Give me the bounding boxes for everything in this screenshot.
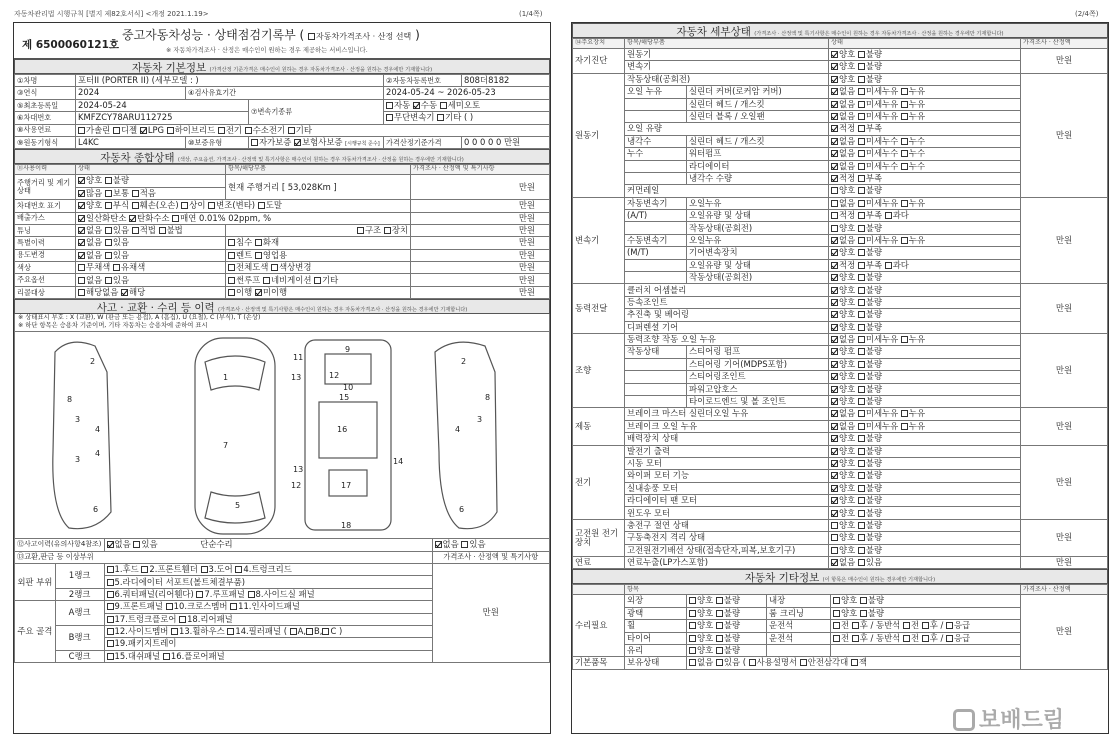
checkbox[interactable] [851, 659, 858, 666]
summary-table: ⑪사용이력 상태 항목/해당부품 가격조사 · 산정액 및 특기사항 주행거리 및 계기상태 양호 불량 현재 주행거리 [ 53,028Km ] 만원 많음 보통 적음 차대번호 표기 양호 부식 훼손(오손) 상이 변조(변타) 도말 만원 배출가스 일산화탄소 탄화수소 매연 0.01% 02ppm, % 만원 튜닝 없음 있음 적법 불법 구조 장치 만원 특별이력 없음 있음 침수 화재 만원 용도변경 없음 있음 렌트 영업용 만원 색상 무채색 유채색 전체도색 색상변경 만원 주요옵션 없음 있음 썬루프 네비게이션 기타 만원 리콜대상 해당없음 해당 이행 미이행 만원 [14, 164, 550, 299]
checkbox[interactable] [901, 138, 908, 145]
checkbox[interactable] [858, 249, 865, 256]
detail-row: 브레이크 오일 누유 없음 미세누유 누유 [573, 420, 1108, 432]
checkbox[interactable] [858, 373, 865, 380]
detail-row: 시동 모터 양호 불량 [573, 457, 1108, 469]
checkbox[interactable] [831, 249, 838, 256]
checkbox[interactable] [903, 635, 910, 642]
dnum-17: 17 [341, 481, 352, 491]
checkbox[interactable] [716, 622, 723, 629]
checkbox[interactable] [831, 212, 838, 219]
checkbox[interactable] [858, 225, 865, 232]
dnum-15: 15 [339, 393, 350, 403]
detail-row: 변속기 자동변속기 오일누유 없음 미세누유 누유 만원 [573, 197, 1108, 209]
detail-row: 스티어링조인트 양호 불량 [573, 371, 1108, 383]
dnum-3r: 3 [477, 415, 483, 425]
checkbox[interactable] [901, 237, 908, 244]
dnum-12b: 12 [291, 481, 302, 491]
checkbox[interactable] [858, 534, 865, 541]
header-left: 자동차관리법 시행규칙 [별지 제82호서식] <개정 2021.1.19> [14, 10, 209, 18]
checkbox[interactable] [831, 299, 838, 306]
basic-info-section: 자동차 기본정보 (가격산정 기준가격은 매수인이 원하는 경우 자동차가격조사 · 산정을 원하는 경우에만 기재합니다) [14, 59, 550, 74]
dnum-5: 5 [235, 501, 241, 511]
car-left-side [53, 342, 111, 529]
checkbox[interactable] [831, 510, 838, 517]
checkbox[interactable] [858, 287, 865, 294]
detail-row: 원동기 작동상태(공회전) 양호 불량 만원 [573, 73, 1108, 85]
checkbox[interactable] [922, 622, 929, 629]
detail-row: 동력전달 클러치 어셈블리 양호 불량 만원 [573, 284, 1108, 296]
doc-number: 제 6500060121호 [22, 39, 120, 51]
detail-row: 작동상태(공회전) 양호 불량 [573, 222, 1108, 234]
accident-table: ⑫사고이력(유의사항4참조) 없음 있음 단순수리 없음 있음 ⑬교환,판금 등 이상부위 가격조사 · 산정액 및 특기사항 외판 부위 1랭크 1.후드 2.프론트휀더 3.도어 4.트렁크리드 만원 5.라디에이터 서포트(볼트체결부품) 2랭크 6.쿼터패널(리어휀다) 7.루프패널 8.사이드실 패널 주요 골격 A랭크 9.프론트패널 10.크로스멤버 11.인사이드패널 17.트렁크플로어 18.리어패널 B랭크 12.사이드멤버 13.휠하우스 14.필러패널 ( A, B, C ) 19.패키지트레이 C랭크 15.대쉬패널 16.플로어패널 [14, 538, 550, 663]
checkbox[interactable] [749, 659, 756, 666]
checkbox[interactable] [831, 237, 838, 244]
detail-row: 냉각수 수량 적정 부족 [573, 172, 1108, 184]
checkbox[interactable] [831, 76, 838, 83]
checkbox[interactable] [831, 138, 838, 145]
checkbox[interactable] [716, 610, 723, 617]
doc-subnote: ※ 자동차가격조사 · 산정은 매수인이 원하는 경우 제공하는 서비스입니다. [166, 47, 368, 54]
checkbox[interactable] [858, 448, 865, 455]
dnum-7: 7 [223, 441, 229, 451]
checkbox[interactable] [831, 386, 838, 393]
other-row: 광택 양호 불량 룸 크리닝 양호 불량 [573, 607, 1108, 619]
checkbox[interactable] [800, 659, 807, 666]
checkbox[interactable] [831, 361, 838, 368]
checkbox[interactable] [860, 610, 867, 617]
dnum-3l2: 3 [75, 455, 81, 465]
checkbox[interactable] [858, 522, 865, 529]
dnum-6l: 6 [93, 505, 99, 515]
checkbox[interactable] [833, 597, 840, 604]
checkbox[interactable] [689, 622, 696, 629]
checkbox[interactable] [831, 534, 838, 541]
checkbox[interactable] [858, 274, 865, 281]
checkbox[interactable] [689, 659, 696, 666]
checkbox[interactable] [831, 163, 838, 170]
checkbox[interactable] [831, 472, 838, 479]
checkbox[interactable] [903, 622, 910, 629]
checkbox[interactable] [831, 410, 838, 417]
checkbox[interactable] [831, 398, 838, 405]
checkbox[interactable] [901, 150, 908, 157]
other-row: 타이어 양호 불량 운전석 전 후 / 동반석 전 후 / 응급 [573, 632, 1108, 644]
checkbox[interactable] [716, 635, 723, 642]
checkbox[interactable] [831, 187, 838, 194]
checkbox[interactable] [885, 262, 892, 269]
checkbox[interactable] [858, 63, 865, 70]
car-diagram-svg [15, 332, 551, 538]
detail-row: 고전원전기배선 상태(접속단자,피복,보호기구) 양호 불량 [573, 544, 1108, 556]
checkbox[interactable] [901, 200, 908, 207]
detail-row: 조향 동력조향 작동 오일 누유 없음 미세누유 누유 만원 [573, 333, 1108, 345]
checkbox[interactable] [858, 510, 865, 517]
checkbox[interactable] [901, 410, 908, 417]
checkbox[interactable] [858, 125, 865, 132]
checkbox[interactable] [831, 460, 838, 467]
checkbox[interactable] [833, 622, 840, 629]
accident-legend: ※ 상태표시 부호 : X (교환), W (판금 또는 용접), A (흠집), U (요철), C (부식), T (손상) ※ 하단 항목은 승용차 기준이며, 기타 자동차는 승용차에 준하여 표시 [14, 314, 550, 332]
checkbox[interactable] [858, 497, 865, 504]
checkbox[interactable] [831, 423, 838, 430]
checkbox[interactable] [716, 659, 723, 666]
checkbox[interactable] [831, 51, 838, 58]
checkbox[interactable] [858, 138, 865, 145]
checkbox[interactable] [831, 348, 838, 355]
checkbox[interactable] [831, 262, 838, 269]
detail-row: 추진축 및 베어링 양호 불량 [573, 309, 1108, 321]
detail-row: 스티어링 기어(MDPS포함) 양호 불량 [573, 358, 1108, 370]
detail-section: 자동차 세부상태 (가격조사 · 산정액 및 특기사항은 매수인이 원하는 경우 자동차가격조사 · 산정을 원하는 경우에만 기재합니다) [572, 23, 1108, 38]
basic-info-table: ①차명 포터II (PORTER II) (세부모델 : ) ②자동차등록번호 808더8182 ③연식 2024 ④검사유효기간 2024-05-24 ~ 2026-05-23 ⑤최초등록일 2024-05-24 ⑦변속기종류 자동 수동 세미오토 ⑥차대번호 KMFZCY78ARU112725 무단변속기 기타 ( ) ⑧사용연료 가솔린 디젤 LPG 하이브리드 전기 수소전기 기타 ⑨원동기형식 L4KC ⑩보증유형 자가보증 보험사보증 [시행규칙 준수] 가격산정기준가격 0 0 0 0 0 만원 [14, 74, 550, 149]
checkbox[interactable] [689, 610, 696, 617]
detail-row: 실린더 블록 / 오일팬 없음 미세누유 누유 [573, 110, 1108, 122]
dnum-16: 16 [337, 425, 348, 435]
checkbox[interactable] [946, 622, 953, 629]
detail-row: 전기 발전기 출력 양호 불량 만원 [573, 445, 1108, 457]
detail-row: 고전원 전기장치 충전구 절연 상태 양호 불량 만원 [573, 519, 1108, 531]
checkbox[interactable] [858, 262, 865, 269]
dnum-6r: 6 [459, 505, 465, 515]
checkbox[interactable] [858, 324, 865, 331]
dnum-14: 14 [393, 457, 404, 467]
other-row: 휠 양호 불량 운전석 전 후 / 동반석 전 후 / 응급 [573, 620, 1108, 632]
checkbox[interactable] [858, 336, 865, 343]
detail-row: 등속조인트 양호 불량 [573, 296, 1108, 308]
detail-row: 제동 브레이크 마스터 실린더오일 누유 없음 미세누유 누유 만원 [573, 408, 1108, 420]
detail-row: 구동축전지 격리 상태 양호 불량 [573, 532, 1108, 544]
dnum-9: 9 [345, 345, 351, 355]
header-page1: (1/4쪽) [519, 10, 543, 18]
doc-title: 중고자동차성능 · 상태점검기록부 ( 자동차가격조사 · 산정 선택 ) [122, 28, 420, 42]
checkbox[interactable] [831, 448, 838, 455]
checkbox[interactable] [689, 647, 696, 654]
detail-row: 오일유량 및 상태 적정 부족 과다 [573, 259, 1108, 271]
page-2 [571, 22, 1109, 734]
checkbox[interactable] [858, 200, 865, 207]
detail-row: 오일 유량 적정 부족 [573, 123, 1108, 135]
checkbox[interactable] [831, 336, 838, 343]
car-right-side [435, 342, 497, 529]
detail-row: 파워고압호스 양호 불량 [573, 383, 1108, 395]
checkbox[interactable] [858, 76, 865, 83]
detail-row: 자기진단 원동기 양호 불량 만원 [573, 49, 1108, 61]
checkbox[interactable] [901, 423, 908, 430]
checkbox[interactable] [831, 311, 838, 318]
checkbox[interactable] [901, 101, 908, 108]
detail-table: ⑭주요장치 항목/해당부품 상태 가격조사 · 산정액 자기진단 원동기 양호 불량 만원 변속기 양호 불량 원동기 작동상태(공회전) 양호 불량 만원 오일 누유 실린더 커버(로커암 커버) 없음 미세누유 누유 실린더 헤드 / 개스킷 없음 미세누유 누유 실린더 블록 / 오일팬 없음 미세누유 누유 오일 유량 적정 부족 냉각수 실린더 헤드 / 개스킷 없음 미세누수 누수 누수 워터펌프 없음 미세누수 누수 라디에이터 없음 미세누수 누수 냉각수 수량 적정 부족 커먼레일 양호 불량 변속기 자동변속기 오일누유 없음 미세누유 누유 만원 (A/T) 오일유량 및 상태 적정 부족 과다 작동상태(공회전) 양호 불량 수동변속기 오일누유 없음 미세누유 누유 (M/T) 기어변속장치 양호 불량 오일유량 및 상태 적정 부족 과다 작동상태(공회전) 양호 불량 동력전달 클러치 어셈블리 양호 불량 만원 등속조인트 양호 불량 추진축 및 베어링 양호 불량 디퍼렌셜 기어 양호 불량 조향 동력조향 작동 오일 누유 없음 미세누유 누유 만원 작동상태 스티어링 펌프 양호 불량 스티어링 기어(MDPS포함) 양호 불량 스티어링조인트 양호 불량 파워고압호스 양호 불량 타이로드엔드 및 볼 조인트 양호 불량 제동 브레이크 마스터 실린더오일 누유 없음 미세누유 누유 만원 브레이크 오일 누유 없음 미세누유 누유 배력장치 상태 양호 불량 전기 발전기 출력 양호 불량 만원 시동 모터 양호 불량 와이퍼 모터 기능 양호 불량 실내송풍 모터 양호 불량 라디에이터 팬 모터 양호 불량 윈도우 모터 양호 불량 고전원 전기장치 충전구 절연 상태 양호 불량 만원 구동축전지 격리 상태 양호 불량 고전원전기배선 상태(접속단자,피복,보호기구) 양호 불량 연료 연료누출(LP가스포함) 없음 있음 만원 [572, 38, 1108, 569]
checkbox[interactable] [831, 113, 838, 120]
checkbox[interactable] [858, 460, 865, 467]
detail-row: 작동상태 스티어링 펌프 양호 불량 [573, 346, 1108, 358]
other-row: 유리 양호 불량 [573, 644, 1108, 656]
checkbox[interactable] [858, 547, 865, 554]
doc-title-block [14, 23, 550, 59]
checkbox[interactable] [831, 88, 838, 95]
checkbox[interactable] [858, 398, 865, 405]
dnum-8r: 8 [485, 393, 491, 403]
detail-row: 와이퍼 모터 기능 양호 불량 [573, 470, 1108, 482]
detail-row: 커먼레일 양호 불량 [573, 185, 1108, 197]
checkbox[interactable] [858, 150, 865, 157]
checkbox[interactable] [901, 163, 908, 170]
detail-row: 연료 연료누출(LP가스포함) 없음 있음 만원 [573, 557, 1108, 569]
checkbox[interactable] [858, 361, 865, 368]
checkbox[interactable] [858, 237, 865, 244]
watermark-icon [953, 709, 975, 731]
checkbox[interactable] [922, 635, 929, 642]
dnum-4l: 4 [95, 425, 101, 435]
checkbox[interactable] [689, 635, 696, 642]
detail-row: 수동변속기 오일누유 없음 미세누유 누유 [573, 234, 1108, 246]
detail-row: 디퍼렌셜 기어 양호 불량 [573, 321, 1108, 333]
checkbox[interactable] [858, 435, 865, 442]
checkbox[interactable] [858, 175, 865, 182]
checkbox[interactable] [831, 101, 838, 108]
dnum-12: 12 [329, 371, 340, 381]
checkbox[interactable] [852, 635, 859, 642]
other-row: 수리필요 외장 양호 불량 내장 양호 불량 만원 [573, 595, 1108, 607]
checkbox[interactable] [852, 622, 859, 629]
dnum-4r: 4 [455, 425, 461, 435]
watermark-logo: 보배드림 [953, 703, 1064, 734]
checkbox[interactable] [833, 635, 840, 642]
checkbox[interactable] [860, 597, 867, 604]
dnum-8l: 8 [67, 395, 73, 405]
checkbox[interactable] [901, 113, 908, 120]
dnum-2r: 2 [461, 357, 467, 367]
checkbox[interactable] [689, 597, 696, 604]
detail-row: 작동상태(공회전) 양호 불량 [573, 272, 1108, 284]
other-table: 항목 가격조사 · 산정액 수리필요 외장 양호 불량 내장 양호 불량 만원 광택 양호 불량 룸 크리닝 양호 불량 휠 양호 불량 운전석 전 후 / 동반석 전 후 / 응급 타이어 양호 불량 운전석 전 후 / 동반석 전 후 / 응급 유리 양호 불량 기본품목 보유상태 없음 있음 ( 사용설명서 안전삼각대 잭 [572, 584, 1108, 669]
checkbox[interactable] [946, 635, 953, 642]
summary-section: 자동차 종합상태 (색상, 주요옵션, 가격조사 · 산정액 및 특기사항은 매수인이 원하는 경우 자동차가격조사 · 산정을 원하는 경우에만 기재합니다) [14, 149, 550, 164]
checkbox[interactable] [858, 88, 865, 95]
detail-row: 오일 누유 실린더 커버(로커암 커버) 없음 미세누유 누유 [573, 86, 1108, 98]
detail-row: 라디에이터 없음 미세누수 누수 [573, 160, 1108, 172]
dnum-4l2: 4 [95, 449, 101, 459]
dnum-13b: 13 [293, 465, 304, 475]
detail-row: 실린더 헤드 / 개스킷 없음 미세누유 누유 [573, 98, 1108, 110]
checkbox[interactable] [858, 472, 865, 479]
checkbox[interactable] [858, 386, 865, 393]
checkbox[interactable] [716, 597, 723, 604]
page-1 [13, 22, 551, 734]
dnum-11: 11 [293, 353, 304, 363]
checkbox[interactable] [833, 610, 840, 617]
car-diagram [14, 332, 550, 538]
checkbox[interactable] [858, 113, 865, 120]
checkbox[interactable] [901, 336, 908, 343]
price-select-checkbox[interactable] [308, 33, 315, 40]
checkbox[interactable] [901, 88, 908, 95]
checkbox[interactable] [831, 547, 838, 554]
checkbox[interactable] [831, 175, 838, 182]
detail-row: 배력장치 상태 양호 불량 [573, 433, 1108, 445]
accident-section: 사고 · 교환 · 수리 등 이력 (가격조사 · 산정액 및 특기사항은 매수인이 원하는 경우 자동차가격조사 · 산정을 원하는 경우에만 기재합니다) [14, 299, 550, 314]
checkbox[interactable] [831, 522, 838, 529]
checkbox[interactable] [831, 435, 838, 442]
other-section: 자동차 기타정보 (이 항목은 매수인이 원하는 경우에만 기재합니다) [572, 569, 1108, 584]
checkbox[interactable] [831, 125, 838, 132]
detail-row: 윈도우 모터 양호 불량 [573, 507, 1108, 519]
checkbox[interactable] [831, 324, 838, 331]
checkbox[interactable] [858, 423, 865, 430]
checkbox[interactable] [858, 212, 865, 219]
detail-row: (M/T) 기어변속장치 양호 불량 [573, 247, 1108, 259]
checkbox[interactable] [716, 647, 723, 654]
checkbox[interactable] [858, 51, 865, 58]
checkbox[interactable] [831, 274, 838, 281]
dnum-13: 13 [291, 373, 302, 383]
checkbox[interactable] [858, 163, 865, 170]
checkbox[interactable] [831, 200, 838, 207]
detail-row: 변속기 양호 불량 [573, 61, 1108, 73]
checkbox[interactable] [885, 212, 892, 219]
checkbox[interactable] [831, 559, 838, 566]
checkbox[interactable] [831, 373, 838, 380]
dnum-1: 1 [223, 373, 229, 383]
checkbox[interactable] [858, 187, 865, 194]
checkbox[interactable] [831, 225, 838, 232]
car-frame-view [305, 340, 391, 530]
checkbox[interactable] [831, 150, 838, 157]
checkbox[interactable] [858, 299, 865, 306]
detail-row: 누수 워터펌프 없음 미세누수 누수 [573, 148, 1108, 160]
checkbox[interactable] [831, 287, 838, 294]
detail-row: (A/T) 오일유량 및 상태 적정 부족 과다 [573, 210, 1108, 222]
basic-items-row: 기본품목 보유상태 없음 있음 ( 사용설명서 안전삼각대 잭 [573, 657, 1108, 669]
dnum-10: 10 [343, 383, 354, 393]
checkbox[interactable] [831, 63, 838, 70]
checkbox[interactable] [858, 485, 865, 492]
detail-row: 타이로드엔드 및 볼 조인트 양호 불량 [573, 395, 1108, 407]
dnum-2l: 2 [90, 357, 96, 367]
checkbox[interactable] [858, 559, 865, 566]
checkbox[interactable] [858, 410, 865, 417]
checkbox[interactable] [858, 348, 865, 355]
checkbox[interactable] [831, 497, 838, 504]
detail-row: 냉각수 실린더 헤드 / 개스킷 없음 미세누수 누수 [573, 135, 1108, 147]
checkbox[interactable] [831, 485, 838, 492]
dnum-3l: 3 [75, 415, 81, 425]
detail-row: 라디에이터 팬 모터 양호 불량 [573, 495, 1108, 507]
header-page2: (2/4쪽) [1075, 10, 1099, 18]
checkbox[interactable] [858, 101, 865, 108]
dnum-18: 18 [341, 521, 352, 531]
detail-row: 실내송풍 모터 양호 불량 [573, 482, 1108, 494]
checkbox[interactable] [858, 311, 865, 318]
